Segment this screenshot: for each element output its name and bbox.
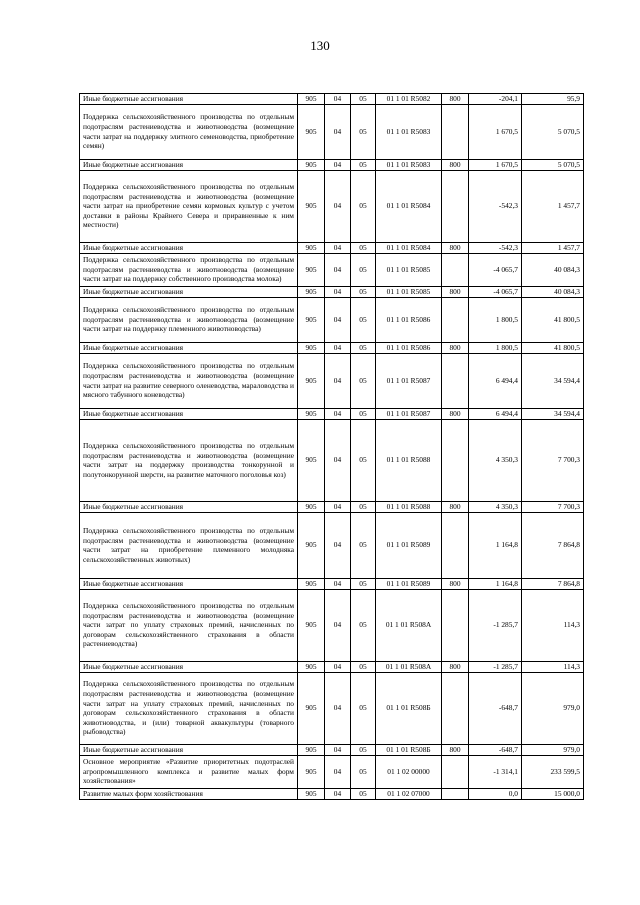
section-code: 04: [325, 408, 351, 419]
table-row: [80, 672, 584, 744]
section-code: 04: [325, 353, 351, 408]
total-amount: 1 457,7: [522, 170, 584, 242]
expense-type-code: 800: [442, 242, 469, 253]
subsection-code: 05: [351, 159, 376, 170]
row-name: Иные бюджетные ассигнования: [80, 242, 298, 253]
expense-type-code: [442, 104, 469, 159]
total-amount: 7 864,8: [522, 578, 584, 589]
total-amount: 114,3: [522, 589, 584, 661]
table-row: [80, 94, 584, 105]
total-amount: 41 800,5: [522, 342, 584, 353]
target-article-code: 01 1 01 R5087: [376, 353, 442, 408]
change-amount: -648,7: [469, 672, 522, 744]
row-name: Поддержка сельскохозяйственного производства по отдельным подотраслям растениеводства и животноводства (возмещение части затрат по уплату страховых премий, начисленных по договорам сельскохозяйственного страхования в области растениеводства): [80, 589, 298, 661]
total-amount: 979,0: [522, 744, 584, 755]
table-row: [80, 408, 584, 419]
subsection-code: 05: [351, 297, 376, 342]
row-name: Поддержка сельскохозяйственного производства по отдельным подотраслям растениеводства и животноводства (возмещение части затрат на уплату страховых премий, начисленных по договорам сельскохозяйственного страхования в области животноводства, и (или) товарной аквакультуры (товарного рыбоводства): [80, 672, 298, 744]
subsection-code: 05: [351, 755, 376, 788]
change-amount: -542,3: [469, 170, 522, 242]
subsection-code: 05: [351, 353, 376, 408]
ved-code: 905: [298, 672, 325, 744]
section-code: 04: [325, 242, 351, 253]
table-row: [80, 661, 584, 672]
change-amount: 1 164,8: [469, 512, 522, 578]
row-name: Иные бюджетные ассигнования: [80, 159, 298, 170]
subsection-code: 05: [351, 744, 376, 755]
budget-table: [79, 93, 584, 800]
expense-type-code: [442, 253, 469, 286]
row-name: Иные бюджетные ассигнования: [80, 408, 298, 419]
table-row: [80, 242, 584, 253]
expense-type-code: [442, 419, 469, 501]
change-amount: -4 065,7: [469, 253, 522, 286]
ved-code: 905: [298, 419, 325, 501]
subsection-code: 05: [351, 788, 376, 799]
expense-type-code: 800: [442, 286, 469, 297]
page-number: 130: [310, 38, 330, 53]
change-amount: 4 350,3: [469, 501, 522, 512]
target-article-code: 01 1 01 R5088: [376, 419, 442, 501]
change-amount: 1 800,5: [469, 342, 522, 353]
subsection-code: 05: [351, 104, 376, 159]
section-code: 04: [325, 94, 351, 105]
change-amount: 4 350,3: [469, 419, 522, 501]
table-row: [80, 578, 584, 589]
expense-type-code: [442, 297, 469, 342]
subsection-code: 05: [351, 342, 376, 353]
subsection-code: 05: [351, 661, 376, 672]
table-row: [80, 501, 584, 512]
row-name: Основное мероприятие «Развитие приоритетных подотраслей агропромышленного комплекса и развитие малых форм хозяйствования»: [80, 755, 298, 788]
table-row: [80, 755, 584, 788]
ved-code: 905: [298, 159, 325, 170]
target-article-code: 01 1 01 R508Б: [376, 672, 442, 744]
row-name: Иные бюджетные ассигнования: [80, 661, 298, 672]
table-row: [80, 159, 584, 170]
section-code: 04: [325, 419, 351, 501]
row-name: Поддержка сельскохозяйственного производства по отдельным подотраслям растениеводства и животноводства (возмещение части затрат на поддержку собственного производства молока): [80, 253, 298, 286]
target-article-code: 01 1 01 R508Б: [376, 744, 442, 755]
table-row: [80, 744, 584, 755]
table-row: [80, 286, 584, 297]
row-name: Иные бюджетные ассигнования: [80, 286, 298, 297]
section-code: 04: [325, 661, 351, 672]
expense-type-code: 800: [442, 578, 469, 589]
total-amount: 1 457,7: [522, 242, 584, 253]
change-amount: -542,3: [469, 242, 522, 253]
change-amount: 1 800,5: [469, 297, 522, 342]
target-article-code: 01 1 01 R5086: [376, 342, 442, 353]
section-code: 04: [325, 170, 351, 242]
section-code: 04: [325, 104, 351, 159]
section-code: 04: [325, 297, 351, 342]
total-amount: 7 700,3: [522, 419, 584, 501]
ved-code: 905: [298, 253, 325, 286]
section-code: 04: [325, 755, 351, 788]
section-code: 04: [325, 578, 351, 589]
ved-code: 905: [298, 242, 325, 253]
target-article-code: 01 1 01 R5085: [376, 286, 442, 297]
target-article-code: 01 1 01 R508А: [376, 661, 442, 672]
total-amount: 979,0: [522, 672, 584, 744]
subsection-code: 05: [351, 419, 376, 501]
total-amount: 40 084,3: [522, 286, 584, 297]
change-amount: -4 065,7: [469, 286, 522, 297]
table-row: [80, 253, 584, 286]
ved-code: 905: [298, 408, 325, 419]
expense-type-code: 800: [442, 744, 469, 755]
row-name: Поддержка сельскохозяйственного производства по отдельным подотраслям растениеводства и животноводства (возмещение части затрат на приобретение племенного молодняка сельскохозяйственных животных): [80, 512, 298, 578]
target-article-code: 01 1 01 R5088: [376, 501, 442, 512]
expense-type-code: [442, 788, 469, 799]
change-amount: -1 314,1: [469, 755, 522, 788]
section-code: 04: [325, 159, 351, 170]
subsection-code: 05: [351, 672, 376, 744]
table-row: [80, 342, 584, 353]
row-name: Иные бюджетные ассигнования: [80, 744, 298, 755]
total-amount: 95,9: [522, 94, 584, 105]
target-article-code: 01 1 01 R5087: [376, 408, 442, 419]
table-row: [80, 419, 584, 501]
target-article-code: 01 1 01 R5084: [376, 170, 442, 242]
ved-code: 905: [298, 286, 325, 297]
total-amount: 15 000,0: [522, 788, 584, 799]
subsection-code: 05: [351, 253, 376, 286]
subsection-code: 05: [351, 578, 376, 589]
expense-type-code: [442, 170, 469, 242]
total-amount: 5 070,5: [522, 159, 584, 170]
section-code: 04: [325, 589, 351, 661]
ved-code: 905: [298, 297, 325, 342]
total-amount: 233 599,5: [522, 755, 584, 788]
target-article-code: 01 1 01 R508А: [376, 589, 442, 661]
ved-code: 905: [298, 342, 325, 353]
target-article-code: 01 1 01 R5089: [376, 578, 442, 589]
target-article-code: 01 1 01 R5083: [376, 159, 442, 170]
ved-code: 905: [298, 353, 325, 408]
target-article-code: 01 1 01 R5089: [376, 512, 442, 578]
ved-code: 905: [298, 104, 325, 159]
ved-code: 905: [298, 589, 325, 661]
row-name: Иные бюджетные ассигнования: [80, 578, 298, 589]
row-name: Поддержка сельскохозяйственного производства по отдельным подотраслям растениеводства и животноводства (возмещение части затрат на развитие северного оленеводства, мараловодства и мясного табунного коневодства): [80, 353, 298, 408]
target-article-code: 01 1 01 R5086: [376, 297, 442, 342]
change-amount: -204,1: [469, 94, 522, 105]
section-code: 04: [325, 501, 351, 512]
total-amount: 41 800,5: [522, 297, 584, 342]
row-name: Поддержка сельскохозяйственного производства по отдельным подотраслям растениеводства и животноводства (возмещение части затрат на поддержку производства тонкорунной и полутонкорунной шерсти, на развитие маточного поголовья коз): [80, 419, 298, 501]
total-amount: 7 700,3: [522, 501, 584, 512]
row-name: Иные бюджетные ассигнования: [80, 94, 298, 105]
subsection-code: 05: [351, 170, 376, 242]
section-code: 04: [325, 788, 351, 799]
target-article-code: 01 1 02 00000: [376, 755, 442, 788]
subsection-code: 05: [351, 286, 376, 297]
expense-type-code: [442, 589, 469, 661]
total-amount: 5 070,5: [522, 104, 584, 159]
subsection-code: 05: [351, 408, 376, 419]
total-amount: 34 594,4: [522, 408, 584, 419]
ved-code: 905: [298, 170, 325, 242]
change-amount: 6 494,4: [469, 353, 522, 408]
total-amount: 34 594,4: [522, 353, 584, 408]
change-amount: 6 494,4: [469, 408, 522, 419]
row-name: Поддержка сельскохозяйственного производства по отдельным подотраслям растениеводства и животноводства (возмещение части затрат на поддержку племенного животноводства): [80, 297, 298, 342]
expense-type-code: 800: [442, 408, 469, 419]
ved-code: 905: [298, 94, 325, 105]
ved-code: 905: [298, 512, 325, 578]
section-code: 04: [325, 672, 351, 744]
subsection-code: 05: [351, 242, 376, 253]
target-article-code: 01 1 01 R5083: [376, 104, 442, 159]
section-code: 04: [325, 286, 351, 297]
change-amount: 1 670,5: [469, 104, 522, 159]
total-amount: 40 084,3: [522, 253, 584, 286]
section-code: 04: [325, 253, 351, 286]
change-amount: 0,0: [469, 788, 522, 799]
total-amount: 7 864,8: [522, 512, 584, 578]
table-row: [80, 512, 584, 578]
expense-type-code: 800: [442, 501, 469, 512]
change-amount: 1 670,5: [469, 159, 522, 170]
ved-code: 905: [298, 501, 325, 512]
total-amount: 114,3: [522, 661, 584, 672]
target-article-code: 01 1 01 R5085: [376, 253, 442, 286]
table-row: [80, 297, 584, 342]
expense-type-code: [442, 353, 469, 408]
expense-type-code: 800: [442, 94, 469, 105]
subsection-code: 05: [351, 589, 376, 661]
row-name: Иные бюджетные ассигнования: [80, 342, 298, 353]
target-article-code: 01 1 02 07000: [376, 788, 442, 799]
change-amount: -648,7: [469, 744, 522, 755]
ved-code: 905: [298, 744, 325, 755]
subsection-code: 05: [351, 94, 376, 105]
subsection-code: 05: [351, 512, 376, 578]
table-row: [80, 170, 584, 242]
expense-type-code: [442, 512, 469, 578]
expense-type-code: [442, 755, 469, 788]
change-amount: -1 285,7: [469, 589, 522, 661]
table-row: [80, 788, 584, 799]
expense-type-code: [442, 672, 469, 744]
table-row: [80, 353, 584, 408]
row-name: Развитие малых форм хозяйствования: [80, 788, 298, 799]
expense-type-code: 800: [442, 342, 469, 353]
table-body: [80, 94, 584, 800]
ved-code: 905: [298, 755, 325, 788]
section-code: 04: [325, 342, 351, 353]
expense-type-code: 800: [442, 159, 469, 170]
target-article-code: 01 1 01 R5084: [376, 242, 442, 253]
table-row: [80, 104, 584, 159]
target-article-code: 01 1 01 R5082: [376, 94, 442, 105]
row-name: Поддержка сельскохозяйственного производства по отдельным подотраслям растениеводства и животноводства (возмещение части затрат на приобретение семян кормовых культур с учетом доставки в районы Крайнего Севера и приравненные к ним местности): [80, 170, 298, 242]
change-amount: 1 164,8: [469, 578, 522, 589]
row-name: Поддержка сельскохозяйственного производства по отдельным подотраслям растениеводства и животноводства (возмещение части затрат на поддержку элитного семеноводства, приобретение семян): [80, 104, 298, 159]
change-amount: -1 285,7: [469, 661, 522, 672]
section-code: 04: [325, 744, 351, 755]
table-row: [80, 589, 584, 661]
ved-code: 905: [298, 788, 325, 799]
subsection-code: 05: [351, 501, 376, 512]
row-name: Иные бюджетные ассигнования: [80, 501, 298, 512]
ved-code: 905: [298, 578, 325, 589]
expense-type-code: 800: [442, 661, 469, 672]
ved-code: 905: [298, 661, 325, 672]
section-code: 04: [325, 512, 351, 578]
